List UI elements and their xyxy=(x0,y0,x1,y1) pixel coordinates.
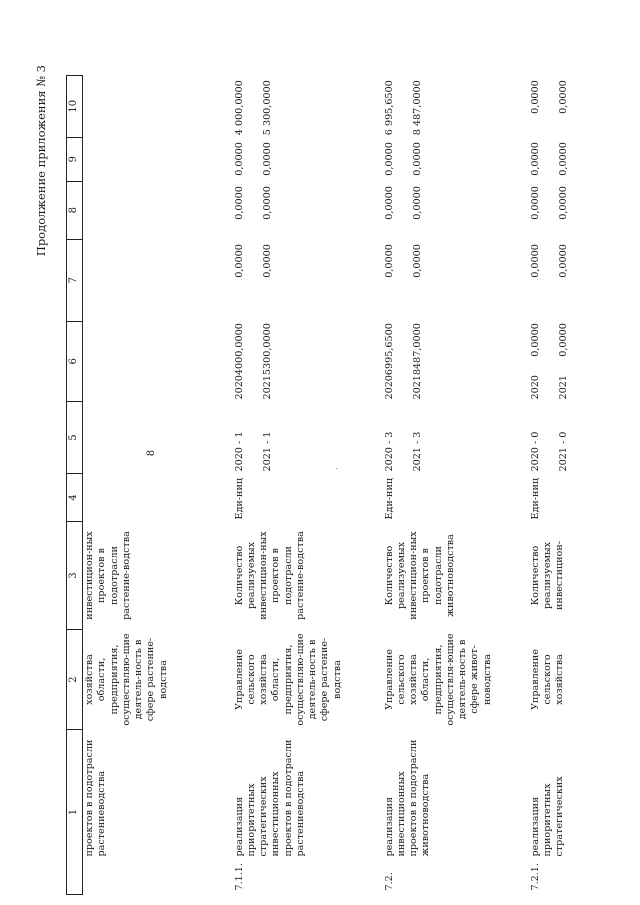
row-value-col8: 0,0000 xyxy=(411,186,423,220)
row-number: 7.2. xyxy=(383,872,395,891)
row-year: 2021 xyxy=(411,375,423,400)
row-executor: Управление сельского хозяйства области, предприятия, осуществляю-щие деятель-ность в сфере растение-водства xyxy=(233,633,343,726)
row-value-col10: 6 995,6500 xyxy=(383,80,395,136)
table-row xyxy=(83,75,233,894)
row-unit: Еди-ниц xyxy=(383,477,395,520)
row-name: проектов в подотрасли растениеводства xyxy=(84,739,108,857)
row-amount: 0,0000 xyxy=(557,323,569,357)
col-9-header: 9 xyxy=(67,137,83,181)
row-value-col9: 0,0000 xyxy=(233,142,245,176)
row-year: 2021 xyxy=(557,375,569,400)
row-name: реализация приоритетных стратегических xyxy=(529,776,566,857)
row-year: 2020 xyxy=(383,375,395,400)
row-year: 2020 xyxy=(529,375,541,400)
row-value-col8: 0,0000 xyxy=(529,186,541,220)
row-value-col8: 0,0000 xyxy=(233,186,245,220)
row-number: 7.1.1. xyxy=(233,863,245,891)
row-value-col10: 8 487,0000 xyxy=(411,80,423,136)
col-10-header: 10 xyxy=(67,75,83,137)
row-indicator: Количество реализуемых инвестицион- xyxy=(529,541,566,610)
row-year: 2020 xyxy=(233,375,245,400)
row-value-col9: 0,0000 xyxy=(383,142,395,176)
table-row xyxy=(383,75,529,894)
row-value-col10: 0,0000 xyxy=(557,80,569,114)
col-5-header: 5 xyxy=(67,402,83,474)
row-plan: 2020 - 0 xyxy=(529,431,541,472)
row-amount: 5300,0000 xyxy=(261,323,273,376)
col-4-header: 4 xyxy=(67,474,83,522)
row-value-col7: 0,0000 xyxy=(383,244,395,278)
row-unit: Еди-ниц xyxy=(233,477,245,520)
scan-speck xyxy=(336,468,337,469)
row-name: реализация приоритетных стратегических инвестиционных проектов в подотрасли растениеводства xyxy=(233,739,306,857)
row-unit: Еди-ниц xyxy=(529,477,541,520)
program-table xyxy=(66,75,619,895)
row-value-col9: 0,0000 xyxy=(261,142,273,176)
row-name: реализация инвестиционных проектов в подотрасли животноводства xyxy=(383,739,432,857)
row-value-col7: 0,0000 xyxy=(411,244,423,278)
col-7-header: 7 xyxy=(67,239,83,321)
row-value-col8: 0,0000 xyxy=(261,186,273,220)
col-8-header: 8 xyxy=(67,181,83,239)
row-indicator: Количество реализуемых инвестицион-ных проектов в подотрасли растение-водства xyxy=(233,531,306,620)
row-value-col9: 0,0000 xyxy=(411,142,423,176)
row-plan: 2021 - 0 xyxy=(557,431,569,472)
column-number-row xyxy=(67,75,83,894)
row-value-col10: 5 300,0000 xyxy=(261,80,273,136)
row-value-col7: 0,0000 xyxy=(557,244,569,278)
row-year: 2021 xyxy=(261,375,273,400)
row-amount: 8487,0000 xyxy=(411,323,423,376)
row-value-col7: 0,0000 xyxy=(529,244,541,278)
row-value-col7: 0,0000 xyxy=(233,244,245,278)
row-plan: 2021 - 3 xyxy=(411,431,423,472)
row-value-col8: 0,0000 xyxy=(383,186,395,220)
row-indicator: инвестицион-ных проектов в подотрасли растение-водства xyxy=(84,531,132,620)
page-number: 8 xyxy=(146,449,157,457)
row-executor: Управление сельского хозяйства области, предприятия, осуществля-ющие деятель-ность в сфере живот-новодства xyxy=(383,633,493,726)
col-2-header: 2 xyxy=(67,630,83,730)
row-amount: 0,0000 xyxy=(529,323,541,357)
row-executor: хозяйства области, предприятия, осуществляю-щие деятель-ность в сфере растение-водства xyxy=(84,633,169,726)
row-value-col9: 0,0000 xyxy=(529,142,541,176)
row-amount: 6995,6500 xyxy=(383,323,395,376)
row-plan: 2020 - 1 xyxy=(233,431,245,472)
col-1-header: 1 xyxy=(67,730,83,895)
col-3-header: 3 xyxy=(67,522,83,630)
row-value-col10: 0,0000 xyxy=(529,80,541,114)
row-value-col10: 4 000,0000 xyxy=(233,80,245,136)
continuation-label: Продолжение приложения № 3 xyxy=(34,65,48,257)
row-plan: 2021 - 1 xyxy=(261,431,273,472)
table-row xyxy=(233,75,383,894)
row-plan: 2020 - 3 xyxy=(383,431,395,472)
row-indicator: Количество реализуемых инвестицион-ных проектов в подотрасли животноводства xyxy=(383,531,456,620)
row-executor: Управление сельского хозяйства xyxy=(529,649,566,710)
row-value-col9: 0,0000 xyxy=(557,142,569,176)
row-amount: 4000,0000 xyxy=(233,323,245,376)
table-row xyxy=(529,75,619,894)
col-6-header: 6 xyxy=(67,321,83,401)
row-value-col8: 0,0000 xyxy=(557,186,569,220)
row-value-col7: 0,0000 xyxy=(261,244,273,278)
row-number: 7.2.1. xyxy=(529,863,541,891)
